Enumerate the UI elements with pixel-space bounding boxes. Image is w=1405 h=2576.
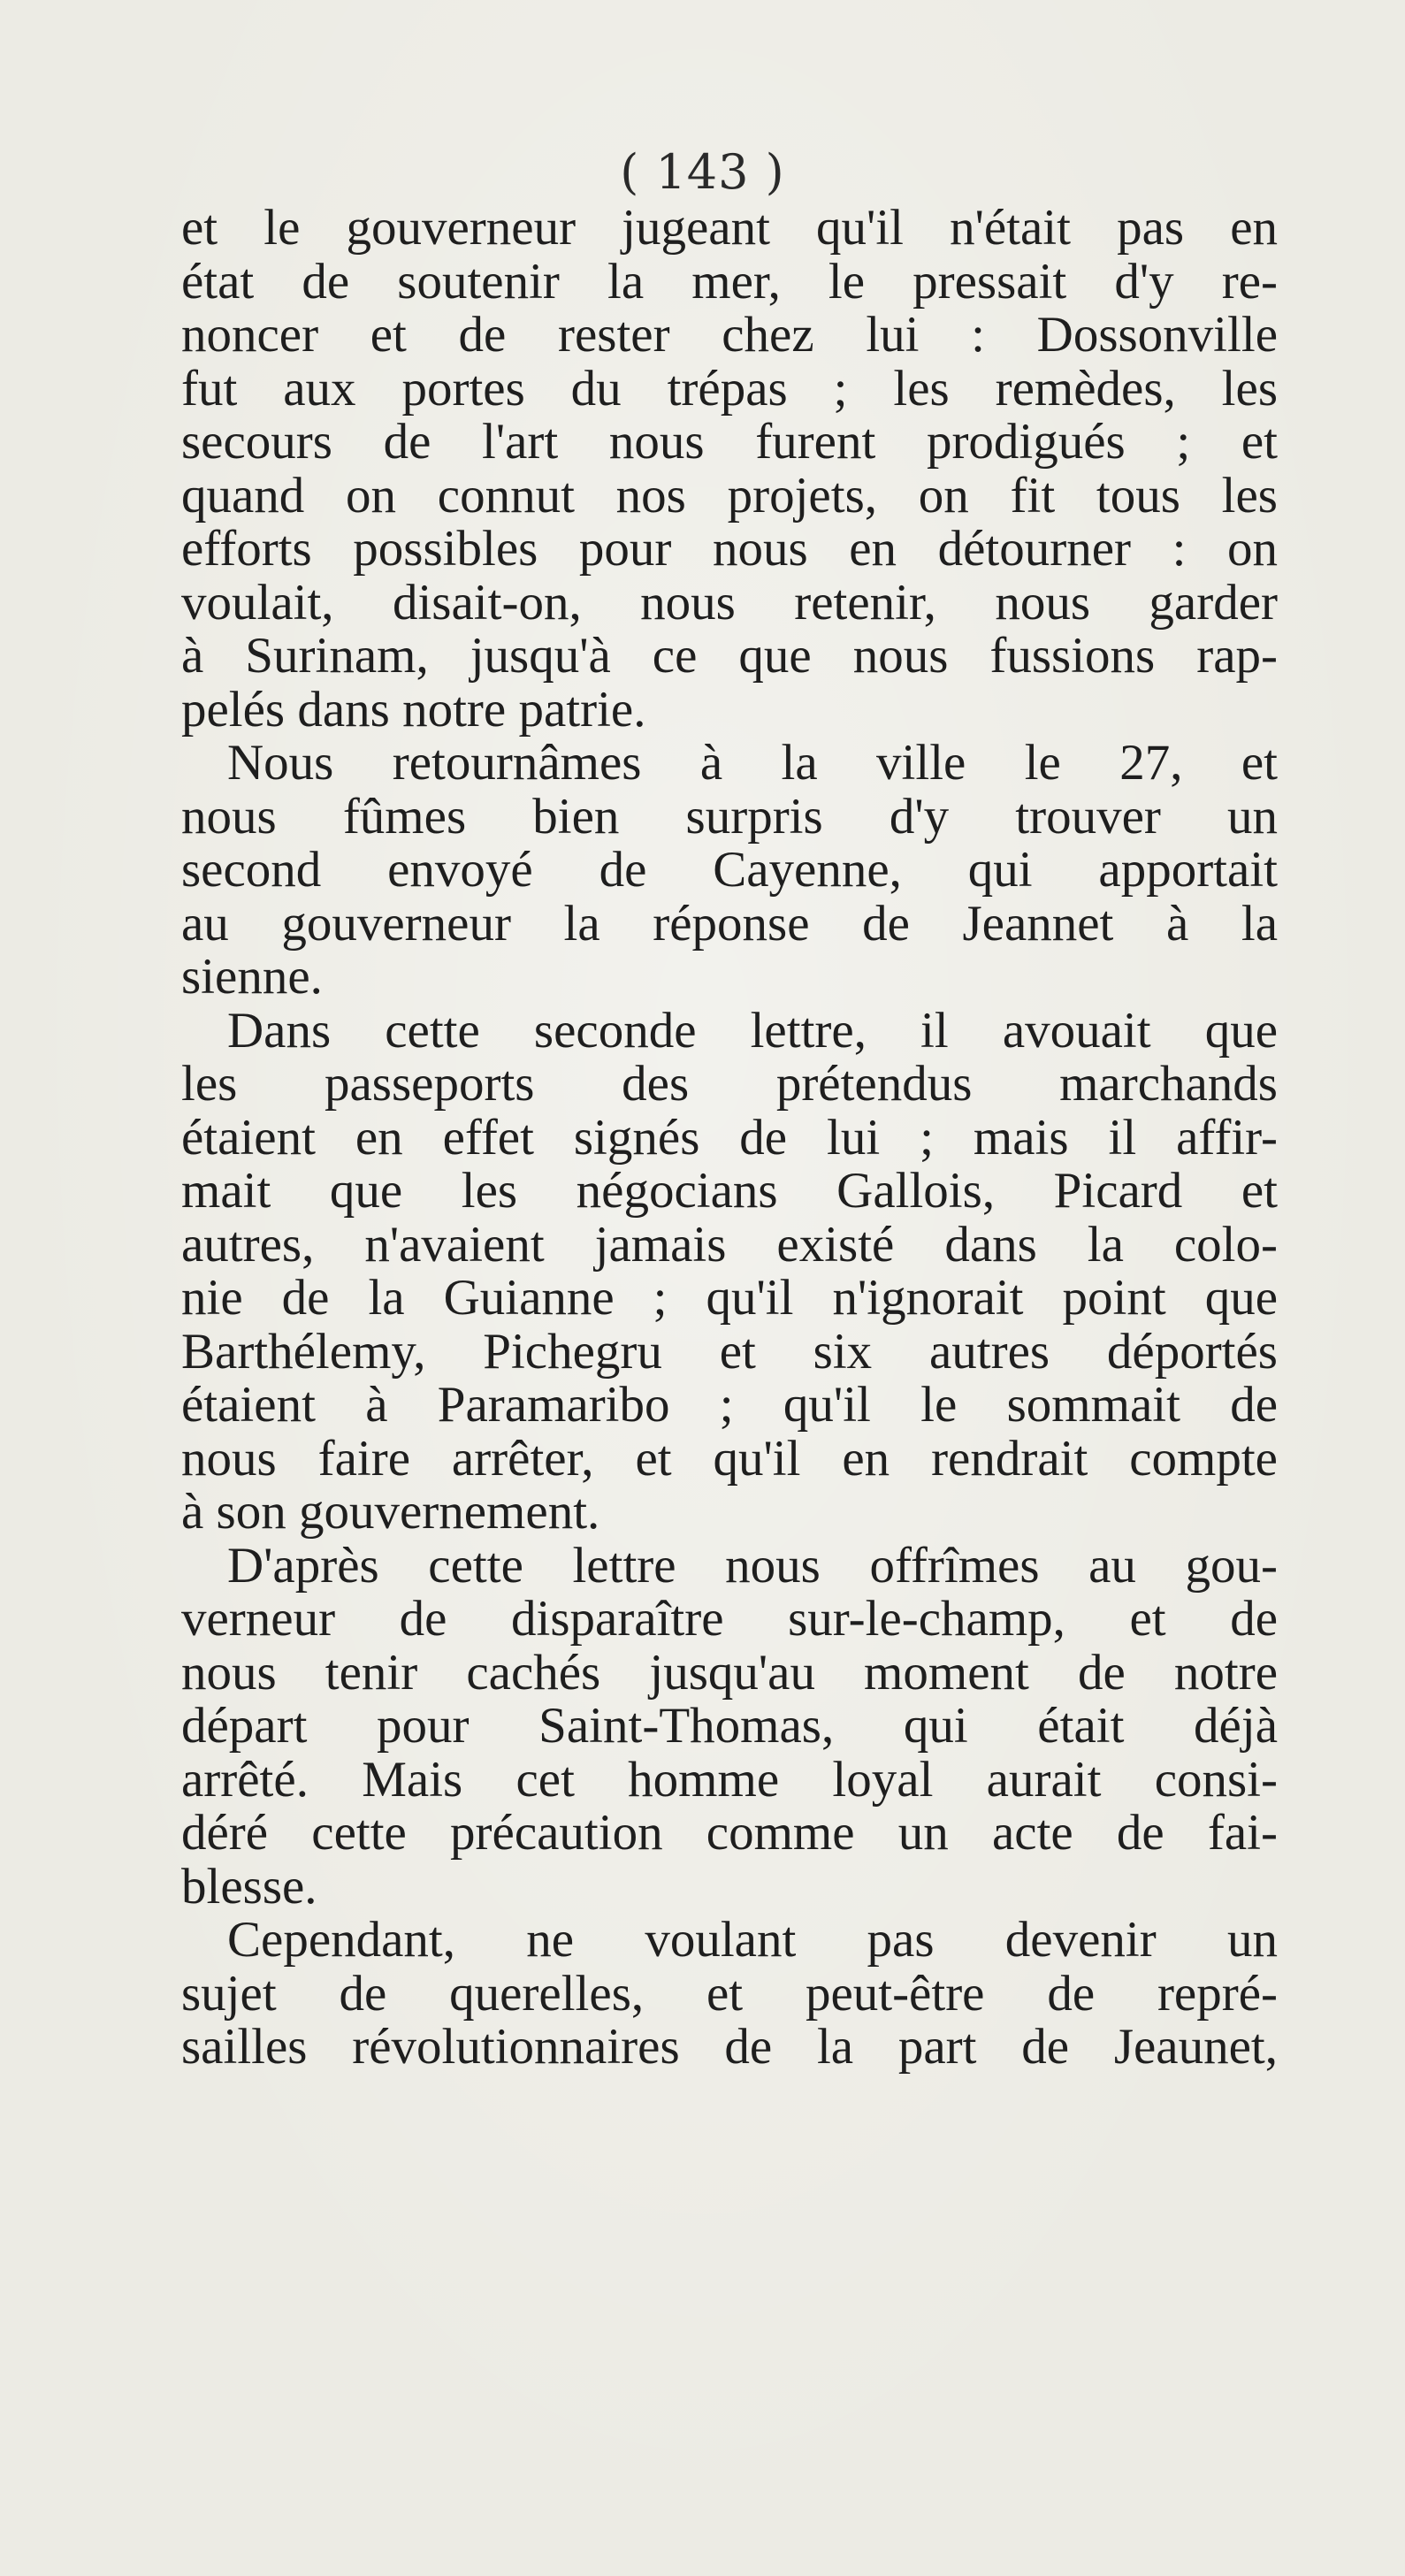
text-line: autres, n'avaient jamais existé dans la colo- (181, 1218, 1278, 1272)
text-line: à Surinam, jusqu'à ce que nous fussions rap- (181, 630, 1278, 684)
text-line: étaient à Paramaribo ; qu'il le sommait de (181, 1379, 1278, 1433)
text-line: état de soutenir la mer, le pressait d'y re- (181, 255, 1278, 309)
text-line: déré cette précaution comme un acte de fai- (181, 1807, 1278, 1861)
text-line: blesse. (181, 1860, 317, 1914)
text-line: départ pour Saint-Thomas, qui était déjà (181, 1700, 1278, 1754)
text-line: mait que les négocians Gallois, Picard et (181, 1165, 1278, 1219)
text-line: et le gouverneur jugeant qu'il n'était pas en (181, 202, 1278, 256)
page-number: ( 143 ) (620, 144, 785, 200)
body-text (181, 202, 1278, 2075)
text-line: Cependant, ne voulant pas devenir un (227, 1914, 1278, 1968)
text-line: étaient en effet signés de lui ; mais il affir- (181, 1111, 1278, 1165)
text-line: Nous retournâmes à la ville le 27, et (227, 737, 1278, 791)
text-line: nous faire arrêter, et qu'il en rendrait compte (181, 1432, 1278, 1486)
text-line: quand on connut nos projets, on fit tous les (181, 469, 1278, 523)
text-line: pelés dans notre patrie. (181, 683, 646, 737)
text-line: secours de l'art nous furent prodigués ; et (181, 416, 1278, 470)
text-line: nie de la Guianne ; qu'il n'ignorait point que (181, 1272, 1278, 1326)
text-line: second envoyé de Cayenne, qui apportait (181, 844, 1278, 898)
text-line: les passeports des prétendus marchands (181, 1058, 1278, 1112)
text-line: noncer et de rester chez lui : Dossonville (181, 309, 1278, 363)
text-line: sujet de querelles, et peut-être de repré- (181, 1967, 1278, 2021)
text-line: sienne. (181, 951, 323, 1005)
text-line: nous tenir cachés jusqu'au moment de notre (181, 1646, 1278, 1700)
text-line: sailles révolutionnaires de la part de Jeaunet, (181, 2021, 1278, 2075)
text-line: efforts possibles pour nous en détourner : on (181, 523, 1278, 577)
text-line: à son gouvernement. (181, 1486, 600, 1540)
text-line: D'après cette lettre nous offrîmes au gou- (227, 1539, 1278, 1593)
text-line: voulait, disait-on, nous retenir, nous garder (181, 576, 1278, 630)
text-line: au gouverneur la réponse de Jeannet à la (181, 897, 1278, 951)
text-line: fut aux portes du trépas ; les remèdes, les (181, 362, 1278, 416)
text-line: verneur de disparaître sur-le-champ, et de (181, 1593, 1278, 1647)
text-line: Barthélemy, Pichegru et six autres déportés (181, 1325, 1278, 1379)
text-line: Dans cette seconde lettre, il avouait que (227, 1004, 1278, 1058)
text-line: arrêté. Mais cet homme loyal aurait consi- (181, 1753, 1278, 1807)
text-line: nous fûmes bien surpris d'y trouver un (181, 790, 1278, 844)
